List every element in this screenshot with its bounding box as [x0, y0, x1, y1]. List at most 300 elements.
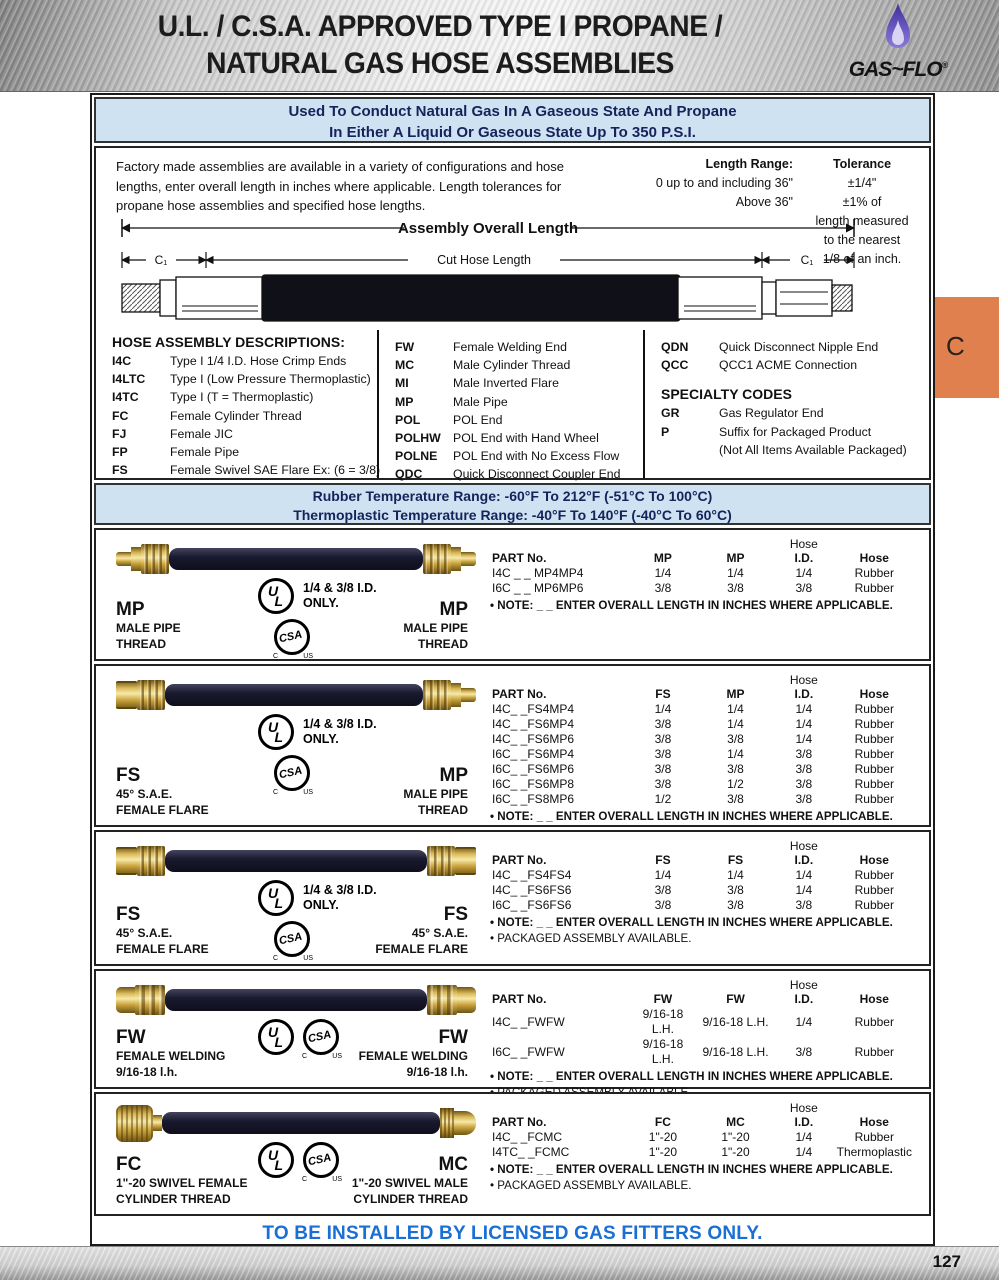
description-text: Female Welding End — [453, 340, 567, 354]
part-number-cell: I4TC_ _FCMC — [492, 1145, 570, 1159]
tolerance-value: 1/8 of an inch. — [822, 252, 902, 266]
left-end-description: MALE PIPE THREAD — [116, 621, 181, 651]
page-header — [0, 0, 999, 92]
csa-logo: CSA C US — [274, 619, 310, 655]
right-end-code: MP — [439, 599, 468, 620]
product-sections — [94, 528, 931, 1216]
description-text: Gas Regulator End — [719, 406, 824, 421]
part-table — [490, 979, 917, 1067]
part-number-cell: I6C_ _FS6MP6 — [492, 762, 575, 776]
description-item — [112, 407, 373, 425]
column-header: FS — [727, 853, 744, 867]
part-row — [490, 762, 917, 777]
assembly-length-diagram — [112, 214, 864, 329]
description-text: Type I (T = Thermoplastic) — [170, 390, 314, 405]
description-item — [395, 447, 639, 465]
part-table — [490, 1102, 917, 1160]
description-item — [395, 338, 639, 356]
intro-box — [94, 146, 931, 480]
section-index-tab[interactable] — [935, 297, 999, 398]
spec-cell: Rubber — [854, 747, 894, 761]
usage-banner — [94, 97, 931, 143]
table-note: • NOTE: _ _ ENTER OVERALL LENGTH IN INCHES WHERE APPLICABLE. — [490, 916, 893, 929]
hose-body — [169, 548, 423, 570]
spec-cell: 1/4 — [795, 702, 813, 716]
left-end-code: FS — [116, 765, 141, 786]
spec-cell: 1/4 — [795, 883, 813, 897]
spec-cell: 1/4 — [727, 747, 744, 761]
hose-over-label: Hose — [789, 1101, 818, 1115]
flame-icon — [880, 2, 916, 58]
tolerance-value: ±1/4" — [847, 176, 877, 190]
spec-cell: Rubber — [854, 717, 894, 731]
part-number-cell: I4C_ _FS6FS6 — [492, 883, 572, 897]
tolerance-value: ±1% of — [842, 195, 882, 209]
spec-cell: Rubber — [854, 1014, 894, 1029]
tolerance-value: to the nearest — [823, 233, 901, 247]
product-photo-area — [96, 832, 482, 964]
specialty-codes-title: SPECIALTY CODES — [661, 386, 792, 403]
description-code: FJ — [112, 426, 127, 441]
spec-cell: 1/2 — [727, 777, 744, 791]
hose-left-fitting — [116, 1105, 162, 1142]
right-end-description: FEMALE WELDING 9/16-18 l.h. — [358, 1049, 468, 1079]
spec-cell: 3/8 — [727, 792, 744, 806]
hose-over-label: Hose — [789, 673, 818, 687]
description-code: POLNE — [395, 449, 438, 464]
spec-cell: 1/4 — [727, 566, 744, 580]
c1-right-label: C₁ — [800, 253, 814, 267]
part-number-cell: I4C _ _ MP4MP4 — [492, 566, 584, 580]
spec-cell: Rubber — [854, 898, 894, 912]
overall-length-label: Assembly Overall Length — [397, 220, 579, 237]
table-note: • NOTE: _ _ ENTER OVERALL LENGTH IN INCHES WHERE APPLICABLE. — [490, 1070, 893, 1083]
descriptions-column-2 — [379, 330, 645, 482]
table-header-row — [490, 853, 917, 868]
descriptions-column-3 — [645, 330, 929, 478]
hose-left-fitting — [116, 846, 165, 876]
description-code: FS — [112, 463, 128, 478]
length-range-column — [573, 155, 793, 212]
description-item — [395, 356, 639, 374]
spec-cell: 9/16-18 L.H. — [642, 1037, 684, 1066]
description-item — [395, 429, 639, 447]
hose-assembly-descriptions — [96, 330, 929, 482]
part-number-cell: I6C_ _FS6FS6 — [492, 898, 572, 912]
spec-cell: 1/4 — [795, 1014, 813, 1029]
ul-logo: U L — [258, 880, 294, 916]
description-item — [112, 352, 373, 370]
left-end-code: MP — [116, 599, 145, 620]
spec-cell: 3/8 — [727, 762, 744, 776]
description-code: MC — [395, 358, 415, 373]
spec-cell: Rubber — [854, 702, 894, 716]
description-code: I4LTC — [112, 372, 146, 387]
column-header: I.D. — [794, 687, 814, 701]
product-photo-area — [96, 971, 482, 1087]
table-note: • NOTE: _ _ ENTER OVERALL LENGTH IN INCHES WHERE APPLICABLE. — [490, 810, 893, 823]
column-header: I.D. — [794, 1115, 814, 1129]
part-row — [490, 868, 917, 883]
column-header: Hose — [859, 992, 889, 1006]
id-size-note: 1/4 & 3/8 I.D. ONLY. — [303, 883, 377, 912]
part-table — [490, 538, 917, 596]
part-row — [490, 898, 917, 913]
part-row — [490, 792, 917, 807]
product-photo-area — [96, 1094, 482, 1214]
description-item — [395, 393, 639, 411]
part-table — [490, 674, 917, 807]
spec-cell: 9/16-18 L.H. — [702, 1044, 769, 1059]
part-number-cell: I4C_ _FS6MP6 — [492, 732, 575, 746]
table-note: • PACKAGED ASSEMBLY AVAILABLE. — [490, 931, 692, 945]
spec-cell: 1/4 — [654, 566, 672, 580]
part-row — [490, 1037, 917, 1067]
spec-cell: 1/2 — [654, 792, 672, 806]
hose-body — [162, 1112, 440, 1134]
table-notes — [490, 915, 917, 946]
spec-cell: 1/4 — [795, 717, 813, 731]
spec-cell: 9/16-18 L.H. — [702, 1014, 769, 1029]
description-text: Quick Disconnect Nipple End — [719, 340, 879, 354]
length-range-label: Length Range: — [705, 157, 793, 171]
description-code: MI — [395, 376, 409, 391]
spec-cell: 3/8 — [795, 747, 813, 761]
page-number: 127 — [932, 1252, 961, 1271]
part-row — [490, 702, 917, 717]
spec-cell: Rubber — [854, 566, 894, 580]
usage-banner-line1: Used To Conduct Natural Gas In A Gaseous State And Propane — [288, 103, 737, 120]
spec-cell: 1/4 — [727, 717, 744, 731]
hose-over-label: Hose — [789, 839, 818, 853]
spec-cell: Rubber — [854, 1044, 894, 1059]
spec-cell: 1/4 — [727, 702, 744, 716]
length-range-value: 0 up to and including 36" — [655, 176, 793, 190]
spec-cell: 3/8 — [795, 792, 813, 806]
part-table-area — [482, 971, 929, 1087]
right-end-label — [403, 765, 468, 818]
product-section — [94, 528, 931, 661]
description-text: Suffix for Packaged Product (Not All Items Available Packaged) — [719, 424, 907, 457]
spec-cell: 3/8 — [727, 732, 744, 746]
right-end-description: 1"-20 SWIVEL MALE CYLINDER THREAD — [351, 1176, 468, 1206]
left-end-code: FC — [116, 1154, 142, 1175]
spec-cell: 9/16-18 L.H. — [642, 1007, 684, 1036]
column-header: Hose — [859, 1115, 889, 1129]
table-header-row — [490, 992, 917, 1007]
hose-photo — [116, 841, 476, 881]
intro-paragraph: Factory made assemblies are available in a variety of configurations and hose lengths, enter overall length in inches where applicable. Length tolerances for propane hose assemblies and specified hose lengths. — [116, 159, 565, 213]
page-title — [124, 8, 756, 82]
description-code: P — [661, 424, 670, 439]
left-end-label — [116, 1027, 225, 1080]
spec-cell: 3/8 — [654, 732, 672, 746]
hose-left-fitting — [116, 985, 165, 1015]
spec-cell: 1"-20 — [721, 1130, 750, 1144]
column-header: I.D. — [794, 551, 814, 565]
spec-cell: Rubber — [854, 777, 894, 791]
left-end-label — [116, 904, 209, 957]
section-tab-letter: C — [946, 331, 965, 361]
description-code: FP — [112, 445, 128, 460]
id-size-note: 1/4 & 3/8 I.D. ONLY. — [303, 717, 377, 746]
part-row — [490, 1145, 917, 1160]
description-text: QCC1 ACME Connection — [719, 358, 858, 373]
part-number-cell: I4C_ _FS4MP4 — [492, 702, 575, 716]
description-text: POL End — [453, 412, 503, 427]
page-footer — [0, 1246, 999, 1280]
hose-body — [165, 850, 427, 872]
left-end-description: 1"-20 SWIVEL FEMALE CYLINDER THREAD — [116, 1176, 248, 1206]
ul-logo: U L — [258, 1142, 294, 1178]
table-notes — [490, 1162, 917, 1193]
spec-cell: Thermoplastic — [836, 1145, 912, 1159]
description-text: POL End with Hand Wheel — [453, 431, 599, 446]
product-photo-area — [96, 530, 482, 659]
descriptions-title: HOSE ASSEMBLY DESCRIPTIONS: — [112, 334, 345, 350]
spec-cell: 1/4 — [795, 868, 813, 882]
spec-cell: 1"-20 — [648, 1130, 678, 1144]
hose-photo — [116, 675, 476, 715]
table-note: • PACKAGED ASSEMBLY AVAILABLE. — [490, 1178, 692, 1192]
part-row — [490, 732, 917, 747]
tolerance-value: length measured — [815, 214, 909, 228]
part-number-cell: I6C _ _ MP6MP6 — [492, 581, 584, 595]
description-code: GR — [661, 406, 680, 421]
ul-logo: U L — [258, 714, 294, 750]
description-item — [661, 338, 925, 356]
description-item — [395, 465, 639, 483]
part-number-cell: I6C_ _FS8MP6 — [492, 792, 575, 806]
usage-banner-line2: In Either A Liquid Or Gaseous State Up To 350 P.S.I. — [329, 124, 696, 141]
hose-line-art — [122, 275, 852, 321]
length-range-value: Above 36" — [735, 195, 793, 209]
left-end-code: FW — [116, 1027, 146, 1048]
spec-cell: 3/8 — [654, 898, 672, 912]
right-end-label — [352, 1154, 468, 1207]
left-end-label — [116, 1154, 248, 1207]
spec-cell: 3/8 — [795, 581, 813, 595]
csa-logo: CSA C US — [303, 1142, 339, 1178]
description-code: QCC — [661, 358, 689, 373]
spec-cell: Rubber — [854, 883, 894, 897]
part-table — [490, 840, 917, 913]
description-item — [395, 411, 639, 429]
left-end-label — [116, 765, 209, 818]
hose-right-fitting — [427, 985, 476, 1015]
column-header: MP — [653, 551, 672, 565]
left-end-code: FS — [116, 904, 141, 925]
csa-logo: CSA C US — [274, 921, 310, 957]
part-number-cell: I4C_ _FWFW — [492, 1014, 565, 1029]
part-row — [490, 1007, 917, 1037]
table-note: • NOTE: _ _ ENTER OVERALL LENGTH IN INCHES WHERE APPLICABLE. — [490, 599, 893, 612]
description-code: I4C — [112, 354, 132, 368]
part-row — [490, 566, 917, 581]
column-header: Hose — [859, 551, 889, 565]
page-title-line1: U.L. / C.S.A. APPROVED TYPE I PROPANE / — [157, 10, 723, 43]
ul-logo: U L — [258, 578, 294, 614]
column-header: MP — [726, 551, 745, 565]
thermoplastic-temp-range: Thermoplastic Temperature Range: -40°F To 140°F (-40°C To 60°C) — [293, 507, 732, 523]
column-header: I.D. — [794, 992, 814, 1006]
hose-photo — [116, 539, 476, 579]
rubber-temp-range: Rubber Temperature Range: -60°F To 212°F (-51°C To 100°C) — [312, 488, 713, 504]
table-header-row — [490, 687, 917, 702]
tolerance-label: Tolerance — [832, 157, 892, 171]
spec-cell: Rubber — [854, 581, 894, 595]
right-end-description: MALE PIPE THREAD — [403, 787, 468, 817]
description-text: Type I (Low Pressure Thermoplastic) — [170, 372, 371, 387]
part-number-cell: I6C_ _FS6MP4 — [492, 747, 575, 761]
left-end-description: 45° S.A.E. FEMALE FLARE — [116, 926, 209, 956]
spec-cell: 3/8 — [727, 898, 744, 912]
description-code: POLHW — [395, 431, 441, 446]
id-size-note: 1/4 & 3/8 I.D. ONLY. — [303, 581, 377, 610]
product-section — [94, 969, 931, 1089]
column-header: MC — [726, 1115, 745, 1129]
description-text: Female Cylinder Thread — [170, 408, 302, 423]
column-header: FW — [726, 992, 745, 1006]
part-row — [490, 747, 917, 762]
part-row — [490, 717, 917, 732]
description-item — [112, 461, 381, 479]
column-header: FC — [654, 1115, 671, 1129]
part-number-cell: I6C_ _FWFW — [492, 1044, 565, 1059]
hose-left-fitting — [116, 544, 169, 574]
spec-cell: 1/4 — [654, 702, 672, 716]
spec-cell: 3/8 — [795, 777, 813, 791]
column-header: PART No. — [492, 1115, 547, 1129]
left-end-description: 45° S.A.E. FEMALE FLARE — [116, 787, 209, 817]
description-code: FW — [395, 340, 415, 354]
column-header: PART No. — [492, 687, 547, 701]
spec-cell: 1/4 — [795, 566, 813, 580]
spec-cell: 1/4 — [795, 1130, 813, 1144]
column-header: MP — [726, 687, 745, 701]
part-number-cell: I4C_ _FS6MP4 — [492, 717, 575, 731]
table-header-row — [490, 551, 917, 566]
hose-body — [165, 989, 427, 1011]
spec-cell: 1/4 — [727, 868, 744, 882]
spec-cell: 1/4 — [795, 1145, 813, 1159]
column-header: FS — [655, 853, 671, 867]
install-notice: TO BE INSTALLED BY LICENSED GAS FITTERS ONLY. — [262, 1223, 763, 1244]
logo-text: GAS~FLO® — [848, 58, 948, 81]
description-code: FC — [112, 408, 129, 423]
column-header: Hose — [859, 687, 889, 701]
description-item — [112, 370, 373, 388]
spec-cell: 1/4 — [795, 732, 813, 746]
column-header: FW — [653, 992, 673, 1006]
spec-cell: Rubber — [854, 1130, 894, 1144]
part-number-cell: I4C_ _FS4FS4 — [492, 868, 572, 882]
csa-logo: CSA C US — [274, 755, 310, 791]
description-text: Male Inverted Flare — [453, 376, 559, 391]
part-table-area — [482, 530, 929, 659]
right-end-label — [403, 599, 468, 652]
page-title-line2: NATURAL GAS HOSE ASSEMBLIES — [206, 47, 674, 80]
hose-over-label: Hose — [789, 537, 818, 551]
description-text: Male Pipe — [453, 394, 508, 409]
description-code: QDC — [395, 467, 423, 482]
description-text: Male Cylinder Thread — [453, 358, 571, 373]
description-item — [112, 425, 373, 443]
right-end-code: MC — [438, 1154, 468, 1175]
cut-hose-length-label: Cut Hose Length — [437, 253, 531, 267]
main-content — [90, 93, 935, 1246]
product-section — [94, 664, 931, 827]
spec-cell: 3/8 — [795, 898, 813, 912]
column-header: PART No. — [492, 992, 547, 1006]
description-text: Female Swivel SAE Flare Ex: (6 = 3/8) — [170, 463, 381, 478]
description-code: MP — [395, 394, 414, 409]
right-end-code: FW — [438, 1027, 468, 1048]
left-end-description: FEMALE WELDING 9/16-18 l.h. — [116, 1049, 226, 1079]
spec-cell: Rubber — [854, 868, 894, 882]
table-note: • NOTE: _ _ ENTER OVERALL LENGTH IN INCHES WHERE APPLICABLE. — [490, 1163, 893, 1176]
description-item — [661, 356, 925, 374]
column-header: FS — [655, 687, 671, 701]
column-header: PART No. — [492, 853, 547, 867]
hose-photo — [116, 980, 476, 1020]
right-end-description: MALE PIPE THREAD — [403, 621, 468, 651]
table-notes — [490, 598, 917, 614]
description-item — [112, 443, 373, 461]
part-row — [490, 1130, 917, 1145]
registered-mark: ® — [941, 60, 948, 70]
part-number-cell: I4C_ _FCMC — [492, 1130, 563, 1144]
part-table-area — [482, 666, 929, 825]
description-item — [661, 404, 925, 422]
c1-left-label: C₁ — [154, 253, 168, 267]
spec-cell: 3/8 — [654, 777, 672, 791]
hose-right-fitting — [440, 1108, 476, 1138]
gasflo-logo — [839, 2, 957, 82]
left-end-label — [116, 599, 181, 652]
part-row — [490, 883, 917, 898]
table-header-row — [490, 1115, 917, 1130]
part-table-area — [482, 832, 929, 964]
description-text: POL End with No Excess Flow — [453, 449, 620, 464]
description-code: POL — [395, 412, 421, 427]
right-end-code: MP — [439, 765, 468, 786]
spec-cell: 3/8 — [795, 1044, 813, 1059]
spec-cell: 1"-20 — [721, 1145, 750, 1159]
spec-cell: Rubber — [854, 762, 894, 776]
spec-cell: 3/8 — [654, 883, 672, 897]
spec-cell: 3/8 — [795, 762, 813, 776]
hose-body — [165, 684, 423, 706]
description-text: Female JIC — [170, 426, 233, 441]
right-end-description: 45° S.A.E. FEMALE FLARE — [375, 926, 468, 956]
spec-cell: Rubber — [854, 792, 894, 806]
right-end-label — [359, 1027, 468, 1080]
right-end-code: FS — [443, 904, 468, 925]
description-text: Female Pipe — [170, 445, 240, 460]
product-photo-area — [96, 666, 482, 825]
hose-right-fitting — [427, 846, 476, 876]
csa-logo: CSA C US — [303, 1019, 339, 1055]
product-section — [94, 830, 931, 966]
description-text: Type I 1/4 I.D. Hose Crimp Ends — [170, 354, 347, 368]
description-item — [661, 423, 925, 459]
description-code: QDN — [661, 340, 689, 354]
description-code: I4TC — [112, 390, 139, 405]
spec-cell: 3/8 — [727, 883, 744, 897]
spec-cell: Rubber — [854, 732, 894, 746]
table-notes — [490, 809, 917, 825]
